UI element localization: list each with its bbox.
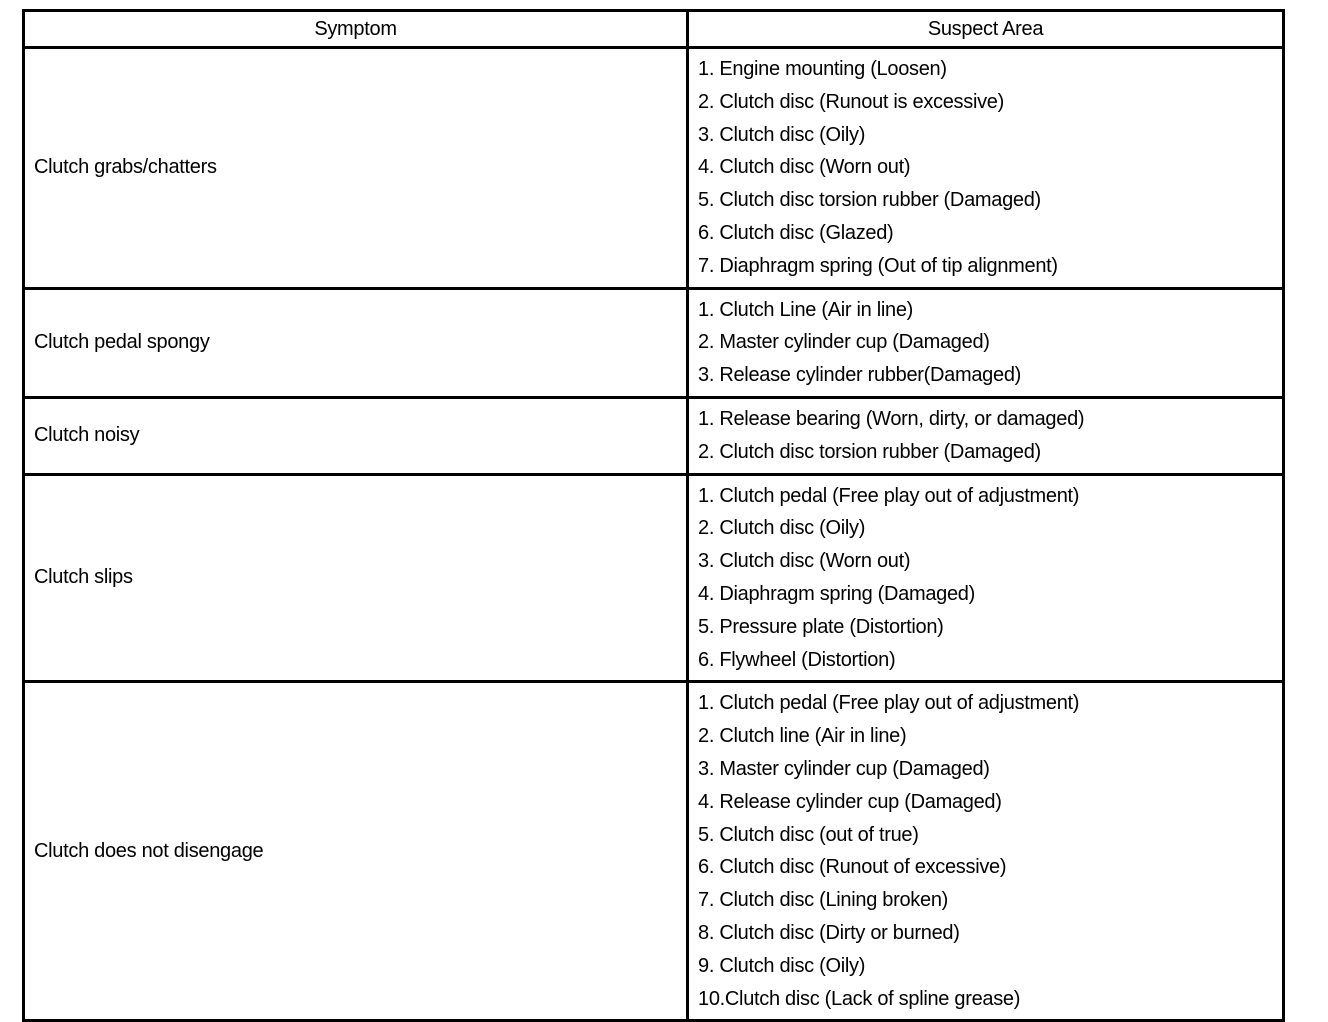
suspect-area-item: 7. Clutch disc (Lining broken)	[698, 889, 949, 912]
suspect-area-list	[698, 480, 1282, 677]
suspect-area-item: 1. Clutch pedal (Free play out of adjustment)	[698, 692, 1080, 715]
table-body	[24, 48, 1284, 1021]
suspect-area-item: 2. Clutch disc (Oily)	[698, 517, 866, 540]
suspect-area-item: 3. Master cylinder cup (Damaged)	[698, 757, 990, 780]
suspect-area-item: 4. Release cylinder cup (Damaged)	[698, 790, 1002, 813]
suspect-area-item: 1. Clutch pedal (Free play out of adjustment)	[698, 484, 1080, 507]
table-row	[24, 288, 1284, 397]
suspect-area-item: 2. Clutch disc torsion rubber (Damaged)	[698, 440, 1041, 463]
suspect-area-cell	[688, 48, 1284, 289]
suspect-area-cell	[688, 288, 1284, 397]
troubleshooting-table-container	[22, 9, 1282, 1022]
suspect-area-item: 1. Clutch Line (Air in line)	[698, 298, 914, 321]
suspect-area-column-header: Suspect Area	[688, 11, 1284, 48]
suspect-area-item: 5. Clutch disc torsion rubber (Damaged)	[698, 189, 1041, 212]
suspect-area-item: 1. Release bearing (Worn, dirty, or damaged)	[698, 407, 1085, 430]
suspect-area-list	[698, 294, 1282, 392]
suspect-area-cell	[688, 474, 1284, 682]
suspect-area-item: 7. Diaphragm spring (Out of tip alignment)	[698, 254, 1058, 277]
suspect-area-list	[698, 403, 1282, 469]
suspect-area-item: 6. Flywheel (Distortion)	[698, 648, 896, 671]
table-row	[24, 48, 1284, 289]
table-row	[24, 474, 1284, 682]
suspect-area-list	[698, 687, 1282, 1015]
clutch-troubleshooting-table	[22, 9, 1285, 1022]
table-row	[24, 682, 1284, 1021]
suspect-area-item: 10.Clutch disc (Lack of spline grease)	[698, 987, 1021, 1010]
suspect-area-item: 1. Engine mounting (Loosen)	[698, 58, 947, 80]
symptom-cell: Clutch does not disengage	[24, 682, 688, 1021]
table-row	[24, 397, 1284, 474]
suspect-area-item: 2. Clutch disc (Runout is excessive)	[698, 90, 1004, 113]
symptom-cell: Clutch noisy	[24, 397, 688, 474]
suspect-area-item: 2. Clutch line (Air in line)	[698, 725, 907, 748]
suspect-area-item: 9. Clutch disc (Oily)	[698, 954, 866, 977]
suspect-area-item: 5. Clutch disc (out of true)	[698, 823, 919, 846]
suspect-area-item: 3. Clutch disc (Worn out)	[698, 550, 911, 573]
suspect-area-item: 3. Release cylinder rubber(Damaged)	[698, 364, 1021, 387]
symptom-column-header: Symptom	[24, 11, 688, 48]
suspect-area-item: 6. Clutch disc (Runout of excessive)	[698, 856, 1007, 879]
suspect-area-cell	[688, 397, 1284, 474]
suspect-area-list	[698, 53, 1282, 283]
suspect-area-item: 5. Pressure plate (Distortion)	[698, 615, 944, 638]
suspect-area-item: 8. Clutch disc (Dirty or burned)	[698, 921, 960, 944]
header-row	[24, 11, 1284, 48]
suspect-area-item: 4. Clutch disc (Worn out)	[698, 156, 911, 179]
symptom-cell: Clutch slips	[24, 474, 688, 682]
symptom-cell: Clutch grabs/chatters	[24, 48, 688, 289]
suspect-area-item: 2. Master cylinder cup (Damaged)	[698, 331, 990, 354]
suspect-area-item: 4. Diaphragm spring (Damaged)	[698, 582, 975, 605]
symptom-cell: Clutch pedal spongy	[24, 288, 688, 397]
suspect-area-cell	[688, 682, 1284, 1021]
suspect-area-item: 6. Clutch disc (Glazed)	[698, 221, 894, 244]
suspect-area-item: 3. Clutch disc (Oily)	[698, 123, 866, 146]
